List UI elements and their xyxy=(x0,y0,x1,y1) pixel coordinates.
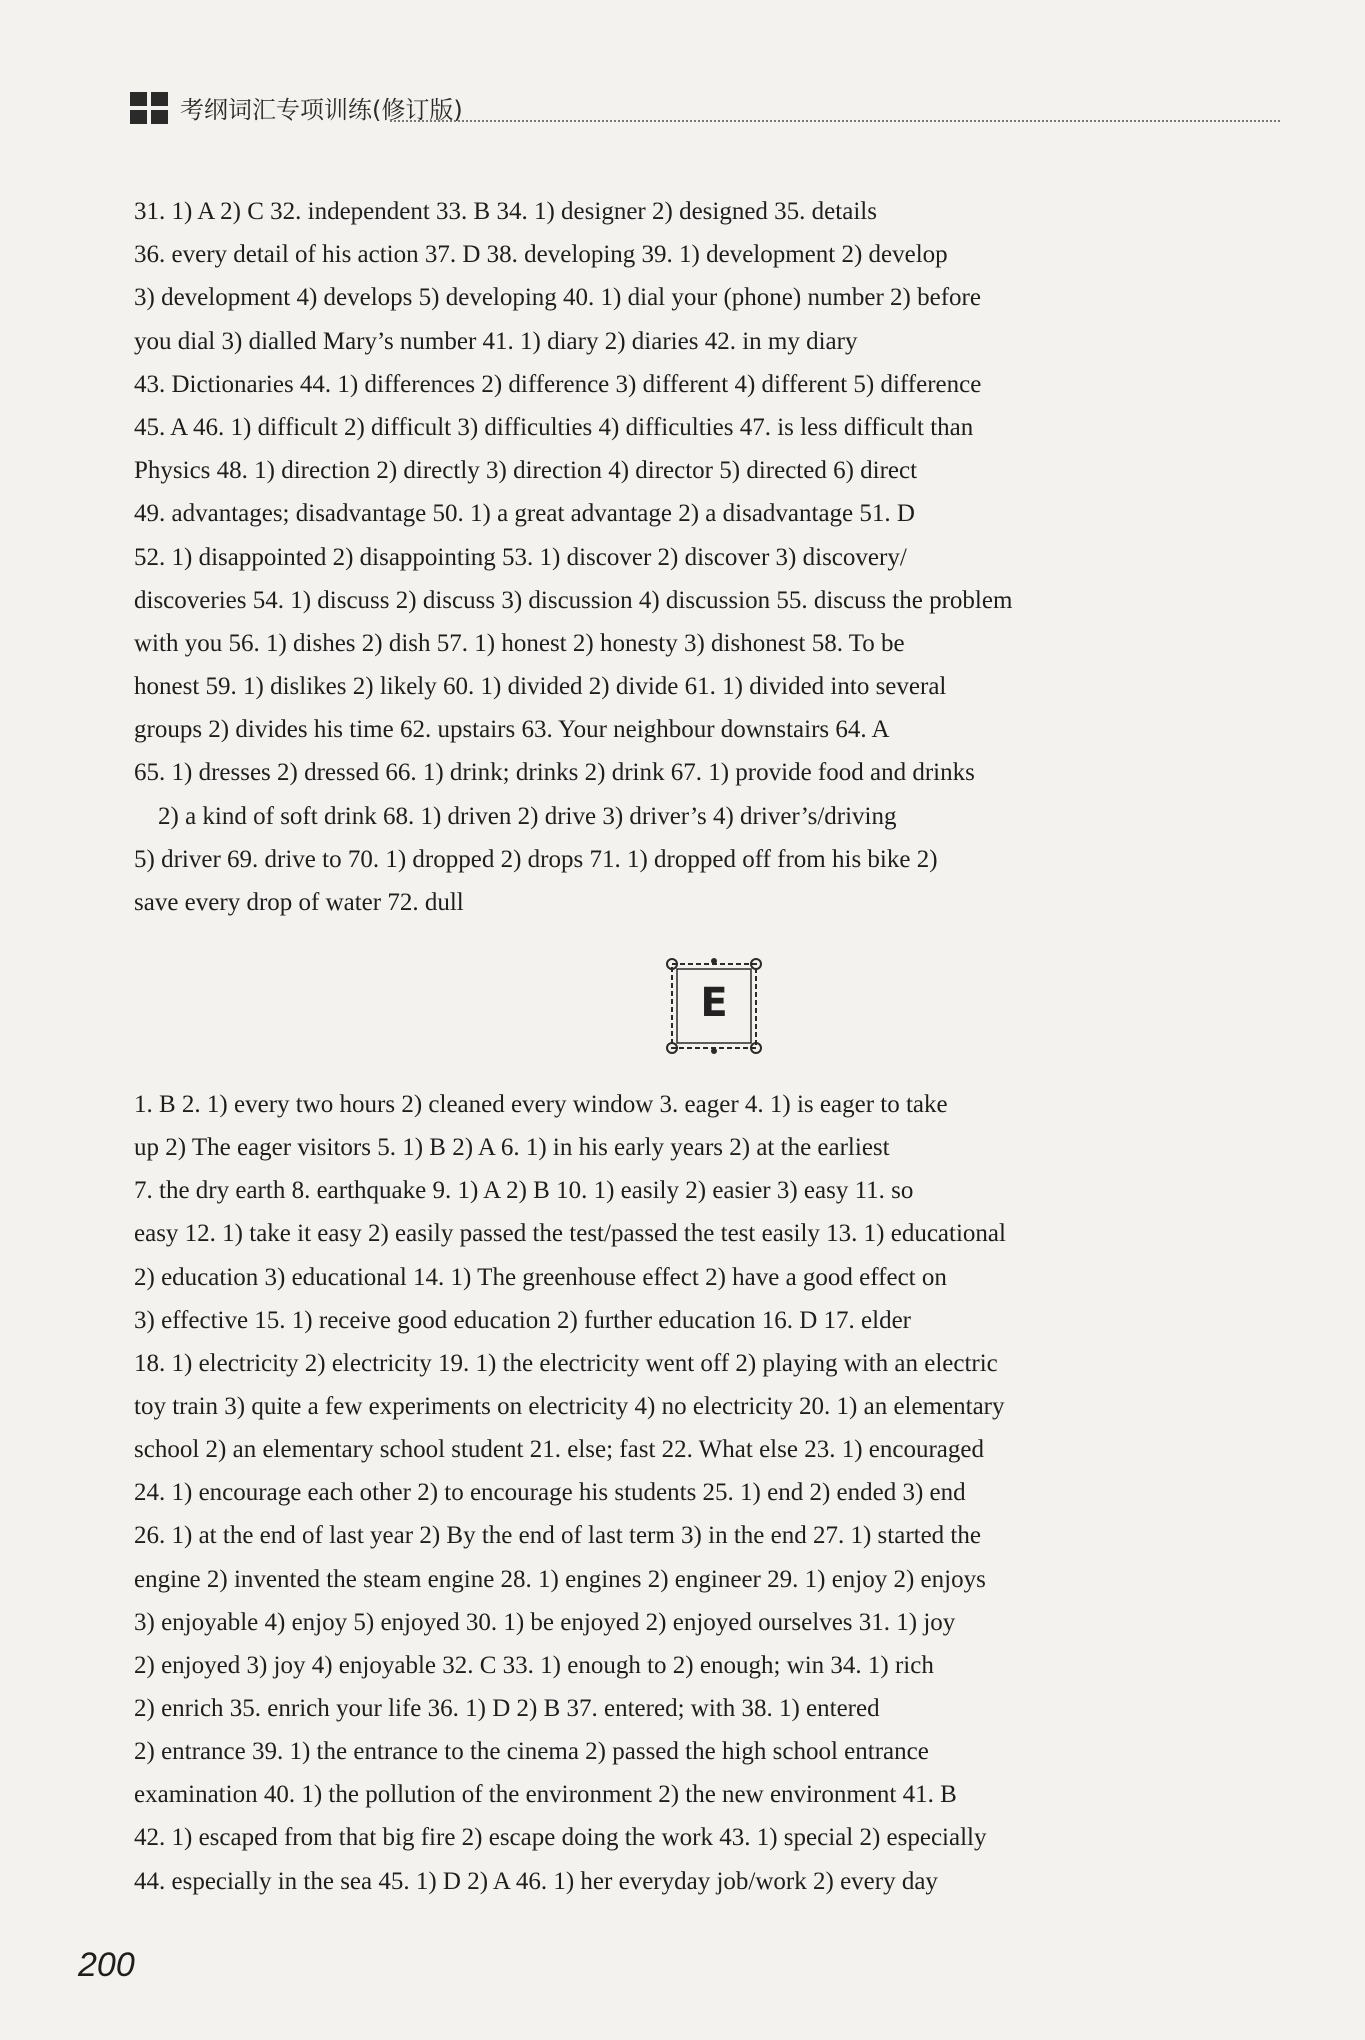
answer-line xyxy=(134,1299,1284,1342)
answer-line-text: 3) effective 15. 1) receive good education 2) further education 16. D 17. elder xyxy=(134,1306,912,1334)
answer-line-text: 5) driver 69. drive to 70. 1) dropped 2) drops 71. 1) dropped off from his bike 2) xyxy=(134,845,938,873)
answer-line xyxy=(134,1212,1284,1255)
answer-line xyxy=(134,1256,1284,1299)
answer-line xyxy=(134,579,1284,622)
answer-line xyxy=(134,1514,1284,1557)
answer-line xyxy=(134,1169,1284,1212)
answer-line xyxy=(134,1385,1284,1428)
answer-line xyxy=(134,1601,1284,1644)
answer-line-text: 2) enjoyed 3) joy 4) enjoyable 32. C 33. 1) enough to 2) enough; win 34. 1) rich xyxy=(134,1651,934,1679)
answer-line-text: honest 59. 1) dislikes 2) likely 60. 1) divided 2) divide 61. 1) divided into several xyxy=(134,673,947,701)
answer-line-text: 52. 1) disappointed 2) disappointing 53. 1) discover 2) discover 3) discovery/ xyxy=(134,543,907,571)
answer-line-text: 24. 1) encourage each other 2) to encourage his students 25. 1) end 2) ended 3) end xyxy=(134,1479,966,1507)
answer-line-text: 1. B 2. 1) every two hours 2) cleaned every window 3. eager 4. 1) is eager to take xyxy=(134,1091,948,1118)
answer-line xyxy=(134,320,1284,363)
answer-line xyxy=(134,233,1284,276)
answer-line-text: 45. A 46. 1) difficult 2) difficult 3) difficulties 4) difficulties 47. is less difficult than xyxy=(134,413,974,441)
answer-line xyxy=(134,1644,1284,1687)
answer-line-text: easy 12. 1) take it easy 2) easily passed the test/passed the test easily 13. 1) educational xyxy=(134,1220,1006,1248)
answer-line-text: Physics 48. 1) direction 2) directly 3) direction 4) director 5) directed 6) direct xyxy=(134,457,918,485)
answer-line-text: 3) development 4) develops 5) developing 40. 1) dial your (phone) number 2) before xyxy=(134,284,981,312)
answer-line-text: up 2) The eager visitors 5. 1) B 2) A 6. 1) in his early years 2) at the earliest xyxy=(134,1134,890,1162)
answer-line-text: 31. 1) A 2) C 32. independent 33. B 34. 1) designer 2) designed 35. details xyxy=(134,198,877,225)
answer-line xyxy=(134,1428,1284,1471)
answer-line xyxy=(134,881,1284,924)
answer-line-text: 7. the dry earth 8. earthquake 9. 1) A 2) B 10. 1) easily 2) easier 3) easy 11. so xyxy=(134,1177,914,1205)
answer-line xyxy=(134,1558,1284,1601)
answer-line-text: 3) enjoyable 4) enjoy 5) enjoyed 30. 1) be enjoyed 2) enjoyed ourselves 31. 1) joy xyxy=(134,1608,956,1636)
answer-line-text: 65. 1) dresses 2) dressed 66. 1) drink; drinks 2) drink 67. 1) provide food and drinks xyxy=(134,759,975,787)
answer-line xyxy=(134,1126,1284,1169)
answer-line xyxy=(134,449,1284,492)
answer-line xyxy=(134,363,1284,406)
answers-section-d xyxy=(134,190,1284,924)
answer-line xyxy=(134,1730,1284,1773)
answer-line-text: 43. Dictionaries 44. 1) differences 2) difference 3) different 4) different 5) difference xyxy=(134,370,982,398)
section-e-heading xyxy=(664,956,764,1056)
answer-line xyxy=(134,1816,1284,1859)
answer-line-text: save every drop of water 72. dull xyxy=(134,889,464,916)
answer-line xyxy=(134,1773,1284,1816)
section-letter: E xyxy=(700,980,728,1026)
answer-line xyxy=(134,622,1284,665)
answer-line xyxy=(134,838,1284,881)
answer-line-text: school 2) an elementary school student 21. else; fast 22. What else 23. 1) encouraged xyxy=(134,1436,984,1464)
answer-line-text: 2) education 3) educational 14. 1) The greenhouse effect 2) have a good effect on xyxy=(134,1263,947,1291)
answer-line xyxy=(134,1687,1284,1730)
answer-line xyxy=(134,665,1284,708)
answer-line xyxy=(134,1083,1284,1126)
answers-section-e xyxy=(134,1083,1284,1903)
answer-line-text: 18. 1) electricity 2) electricity 19. 1) the electricity went off 2) playing with an electric xyxy=(134,1349,998,1377)
page-header xyxy=(130,86,1280,126)
header-title: 考纲词汇专项训练(修订版) xyxy=(180,96,463,124)
answer-line-text: you dial 3) dialled Mary’s number 41. 1) diary 2) diaries 42. in my diary xyxy=(134,327,858,355)
answer-line-text: 42. 1) escaped from that big fire 2) escape doing the work 43. 1) special 2) especially xyxy=(134,1824,987,1852)
answer-line xyxy=(134,190,1284,233)
answer-line-text: 2) entrance 39. 1) the entrance to the cinema 2) passed the high school entrance xyxy=(134,1738,929,1766)
answer-line xyxy=(134,492,1284,535)
answer-line xyxy=(134,795,1284,838)
answer-line-text: examination 40. 1) the pollution of the environment 2) the new environment 41. B xyxy=(134,1781,957,1809)
answer-line-text: engine 2) invented the steam engine 28. 1) engines 2) engineer 29. 1) enjoy 2) enjoys xyxy=(134,1565,986,1593)
answer-line-text: 2) a kind of soft drink 68. 1) driven 2) drive 3) driver’s 4) driver’s/driving xyxy=(158,802,897,830)
answer-line-text: 36. every detail of his action 37. D 38. developing 39. 1) development 2) develop xyxy=(134,241,948,269)
header-logo-icon xyxy=(130,92,170,126)
answer-line-text: groups 2) divides his time 62. upstairs 63. Your neighbour downstairs 64. A xyxy=(134,716,890,744)
answer-line-text: 49. advantages; disadvantage 50. 1) a great advantage 2) a disadvantage 51. D xyxy=(134,500,915,528)
answer-line-text: 44. especially in the sea 45. 1) D 2) A 46. 1) her everyday job/work 2) every day xyxy=(134,1867,938,1895)
answer-line-text: discoveries 54. 1) discuss 2) discuss 3) discussion 4) discussion 55. discuss the problem xyxy=(134,586,1013,614)
answer-line-text: toy train 3) quite a few experiments on electricity 4) no electricity 20. 1) an elementary xyxy=(134,1392,1005,1420)
answer-line xyxy=(134,536,1284,579)
answer-line-text: 2) enrich 35. enrich your life 36. 1) D 2) B 37. entered; with 38. 1) entered xyxy=(134,1694,880,1722)
page-number: 200 xyxy=(78,1946,135,1984)
header-rule xyxy=(390,120,1280,122)
answer-line-text: 26. 1) at the end of last year 2) By the end of last term 3) in the end 27. 1) started the xyxy=(134,1522,981,1550)
answer-line-text: with you 56. 1) dishes 2) dish 57. 1) honest 2) honesty 3) dishonest 58. To be xyxy=(134,629,905,657)
answer-line xyxy=(134,708,1284,751)
answer-line xyxy=(134,406,1284,449)
answer-line xyxy=(134,1860,1284,1903)
answer-line xyxy=(134,276,1284,319)
answer-line xyxy=(134,1342,1284,1385)
answer-line xyxy=(134,1471,1284,1514)
answer-line xyxy=(134,751,1284,794)
